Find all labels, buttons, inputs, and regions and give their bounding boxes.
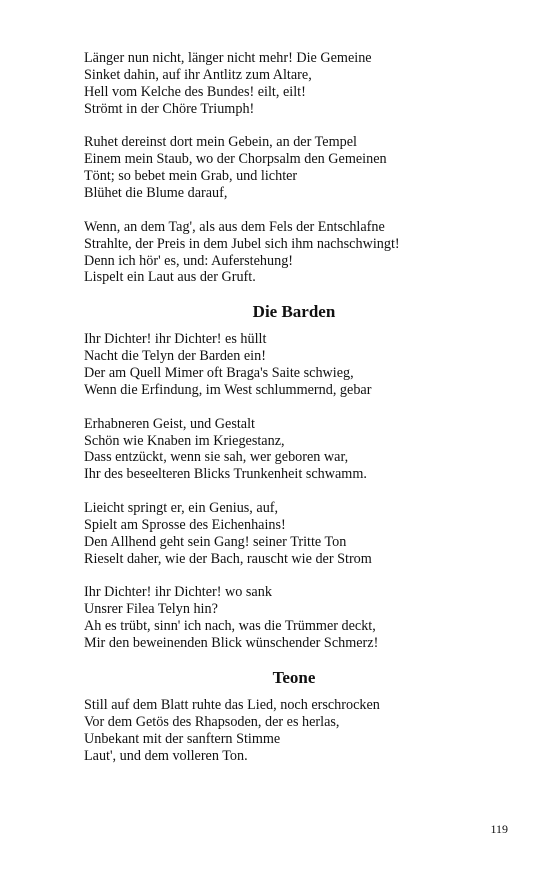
verse-line: Wenn, an dem Tag', als aus dem Fels der Entschlafne bbox=[84, 218, 385, 235]
verse-line: Lispelt ein Laut aus der Gruft. bbox=[84, 269, 256, 286]
poem-die-barden bbox=[84, 302, 504, 652]
verse-line: Tönt; so bebet mein Grab, und lichter bbox=[84, 168, 298, 185]
stanza bbox=[84, 697, 504, 765]
verse-line: Strömt in der Chöre Triumph! bbox=[84, 100, 255, 117]
verse-line: Schön wie Knaben im Kriegestanz, bbox=[84, 432, 285, 449]
verse-line: Blühet die Blume darauf, bbox=[84, 185, 228, 202]
verse-line: Einem mein Staub, wo der Chorpsalm den Gemeinen bbox=[84, 151, 387, 168]
verse-line: Unsrer Filea Telyn hin? bbox=[84, 601, 218, 618]
verse-line: Ruhet dereinst dort mein Gebein, an der Tempel bbox=[84, 134, 357, 151]
poem-fragment bbox=[84, 50, 504, 286]
verse-line: Ah es trübt, sinn' ich nach, was die Trümmer deckt, bbox=[84, 618, 376, 635]
poem-title: Die Barden bbox=[252, 302, 336, 322]
verse-line: Rieselt daher, wie der Bach, rauscht wie der Strom bbox=[84, 550, 372, 567]
stanza bbox=[84, 331, 504, 399]
stanza-gap bbox=[84, 118, 504, 135]
page-number: 119 bbox=[490, 822, 508, 836]
verse-line: Vor dem Getös des Rhapsoden, der es herlas, bbox=[84, 713, 340, 730]
verse-line: Der am Quell Mimer oft Braga's Saite schwieg, bbox=[84, 365, 354, 382]
verse-line: Nacht die Telyn der Barden ein! bbox=[84, 348, 266, 365]
page-body bbox=[84, 50, 504, 764]
stanza-gap bbox=[84, 568, 504, 585]
stanza-gap bbox=[84, 483, 504, 500]
stanza bbox=[84, 416, 504, 484]
verse-line: Unbekant mit der sanftern Stimme bbox=[84, 730, 281, 747]
verse-line: Sinket dahin, auf ihr Antlitz zum Altare, bbox=[84, 66, 312, 83]
poem-teone bbox=[84, 668, 504, 765]
verse-line: Länger nun nicht, länger nicht mehr! Die Gemeine bbox=[84, 50, 372, 66]
verse-line: Ihr Dichter! ihr Dichter! wo sank bbox=[84, 584, 272, 601]
verse-line: Den Allhend geht sein Gang! seiner Tritte Ton bbox=[84, 533, 347, 550]
verse-line: Ihr Dichter! ihr Dichter! es hüllt bbox=[84, 331, 267, 348]
verse-line: Laut', und dem volleren Ton. bbox=[84, 747, 248, 764]
stanza-gap bbox=[84, 399, 504, 416]
stanza bbox=[84, 50, 504, 118]
stanza bbox=[84, 219, 504, 287]
verse-line: Mir den beweinenden Blick wünschender Schmerz! bbox=[84, 635, 379, 652]
verse-line: Spielt am Sprosse des Eichenhains! bbox=[84, 516, 286, 533]
verse-line: Erhabneren Geist, und Gestalt bbox=[84, 415, 255, 432]
verse-line: Denn ich hör' es, und: Auferstehung! bbox=[84, 252, 294, 269]
poem-title: Teone bbox=[272, 667, 316, 687]
verse-line: Still auf dem Blatt ruhte das Lied, noch erschrocken bbox=[84, 696, 380, 713]
verse-line: Lieicht springt er, ein Genius, auf, bbox=[84, 500, 279, 516]
stanza bbox=[84, 134, 504, 202]
verse-line: Dass entzückt, wenn sie sah, wer geboren war, bbox=[84, 449, 349, 466]
verse-line: Hell vom Kelche des Bundes! eilt, eilt! bbox=[84, 83, 306, 100]
verse-line: Wenn die Erfindung, im West schlummernd, gebar bbox=[84, 381, 372, 398]
verse-line: Strahlte, der Preis in dem Jubel sich ihm nachschwingt! bbox=[84, 235, 400, 252]
stanza bbox=[84, 500, 504, 568]
verse-line: Ihr des beseelteren Blicks Trunkenheit schwamm. bbox=[84, 466, 367, 483]
stanza-gap bbox=[84, 202, 504, 219]
stanza bbox=[84, 584, 504, 652]
